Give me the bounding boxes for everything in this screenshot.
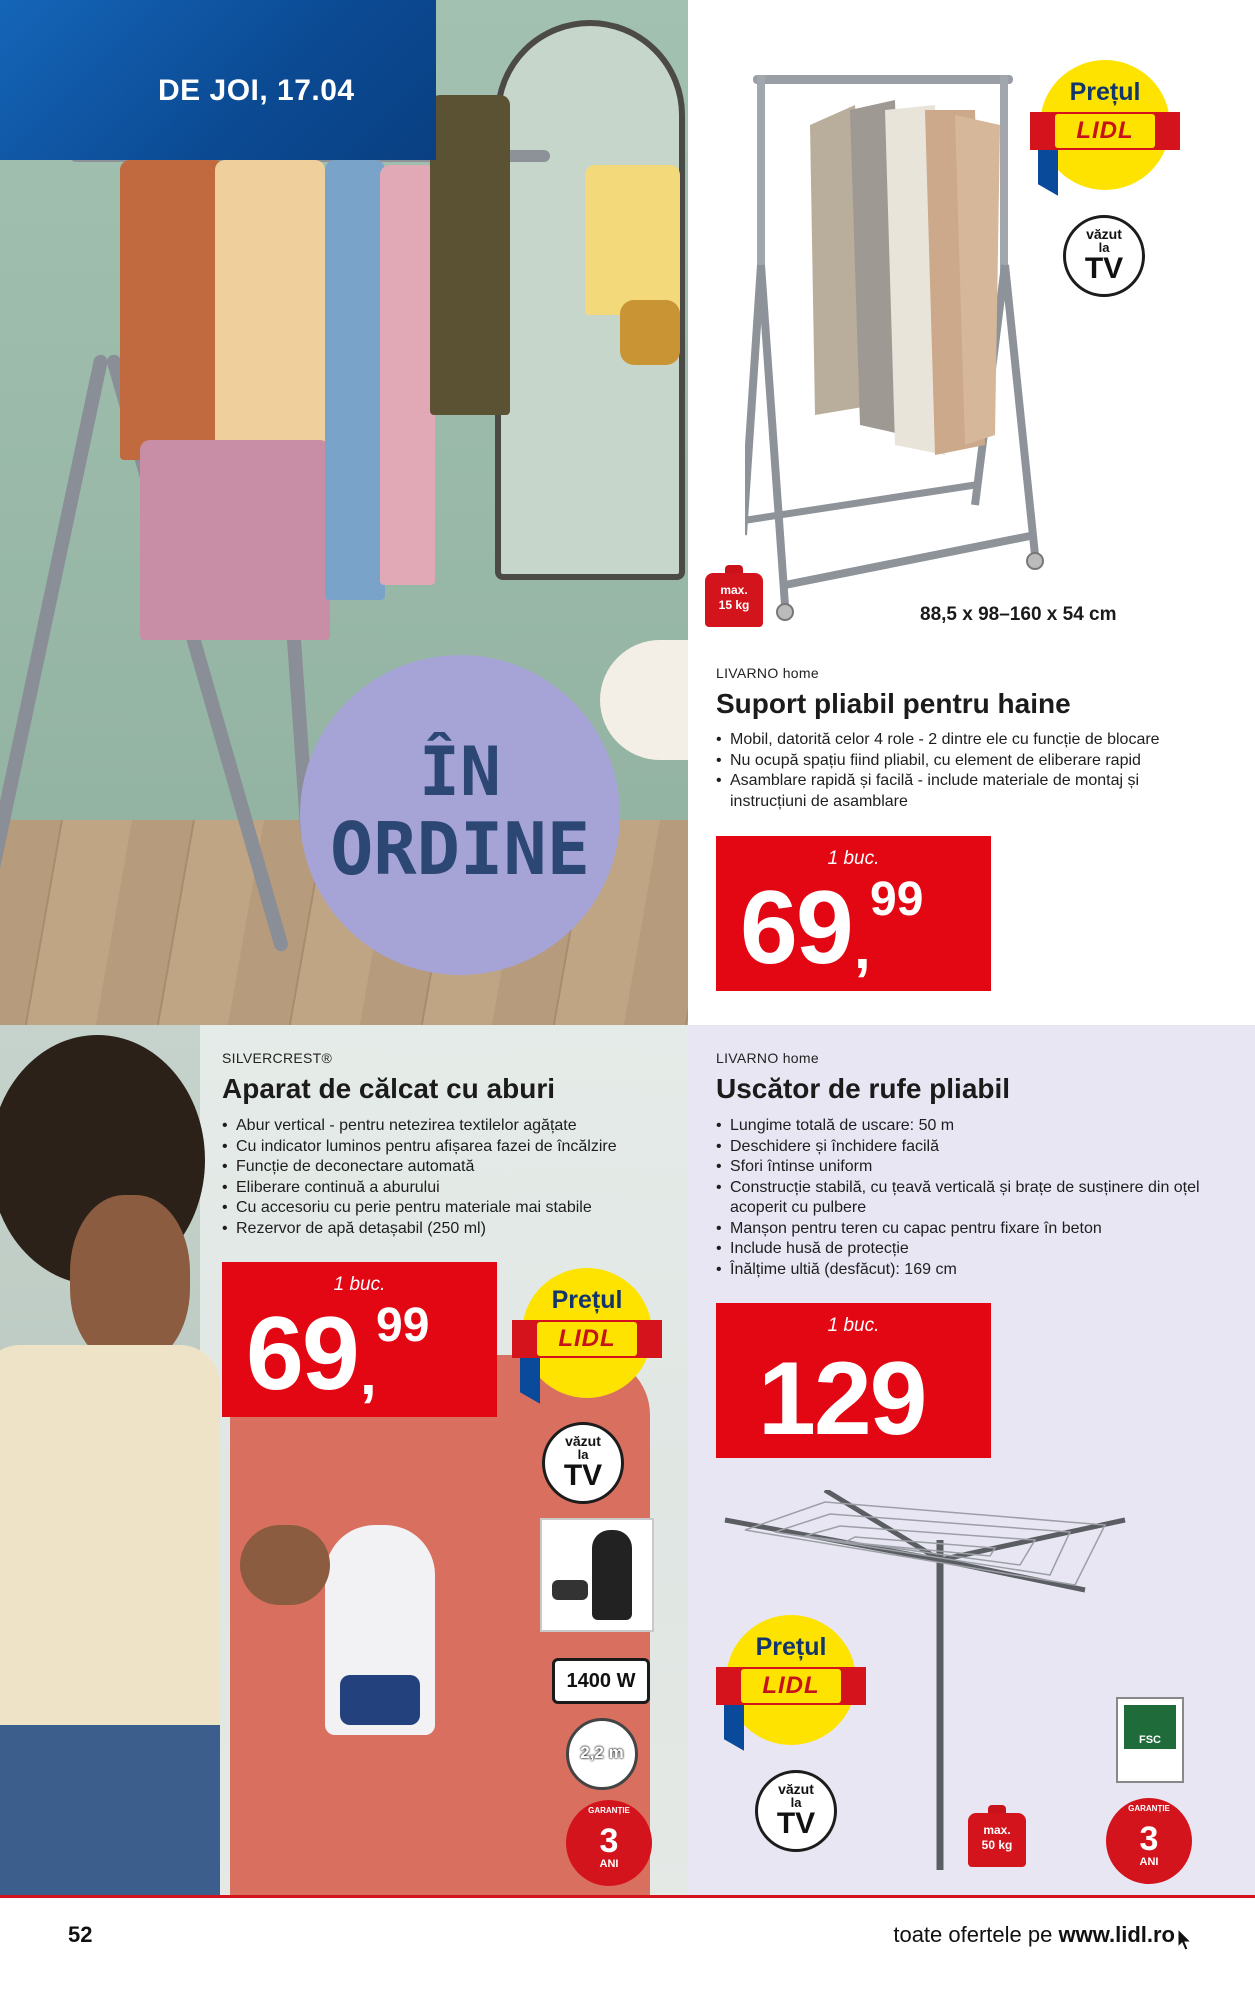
steamer-features	[222, 1116, 682, 1239]
theme-line-1: ÎN	[419, 733, 501, 812]
lidl-logo: LIDL	[537, 1322, 637, 1356]
price-unit: 1 buc.	[827, 848, 880, 869]
feature-item: • Rezervor de apă detașabil (250 ml)	[222, 1219, 682, 1240]
photo-person-jeans	[0, 1725, 220, 1895]
cable-length-value: 2,2 m	[580, 1743, 624, 1762]
tv-badge-line2: la	[577, 1447, 589, 1462]
thumbnail-steamer-icon	[592, 1530, 632, 1620]
feature-item: • Eliberare continuă a aburului	[222, 1178, 682, 1199]
badge-pretul-text: Prețul	[551, 1286, 623, 1314]
photo-person-shirt	[0, 1345, 220, 1775]
feature-item: • Abur vertical - pentru netezirea textilelor agățate	[222, 1116, 682, 1137]
photo-hand	[240, 1525, 330, 1605]
steamer-brand: SILVERCREST®	[222, 1050, 333, 1066]
tv-badge-line1: văzut	[778, 1781, 814, 1797]
price-comma: ,	[360, 1340, 377, 1407]
weight-line1: max.	[720, 583, 748, 597]
feature-item: • Cu accesoriu cu perie pentru materiale mai stabile	[222, 1198, 682, 1219]
fsc-tree-icon	[1124, 1705, 1176, 1749]
feature-item: • Sfori întinse uniform	[716, 1157, 1206, 1178]
tv-badge-line3: TV	[776, 1807, 816, 1840]
photo-garment	[585, 165, 680, 315]
photo-garment	[140, 440, 330, 640]
feature-item: • Lungime totală de uscare: 50 m	[716, 1116, 1206, 1137]
guarantee-unit: ANI	[1139, 1856, 1159, 1868]
photo-person-face	[70, 1195, 190, 1365]
theme-line-2: ORDINE	[329, 807, 591, 891]
lidl-logo: LIDL	[741, 1669, 841, 1703]
dryer-brand: LIVARNO home	[716, 1050, 819, 1066]
seen-on-tv-badge	[1063, 215, 1145, 297]
tv-badge-line2: la	[790, 1795, 802, 1810]
rack-price-box	[716, 836, 991, 991]
price-unit: 1 buc.	[827, 1315, 880, 1336]
tv-badge-line1: văzut	[1086, 226, 1122, 242]
feature-item: • Înălțime ultiă (desfăcut): 169 cm	[716, 1260, 1206, 1281]
guarantee-ring-text: GARANȚIE	[588, 1806, 630, 1815]
steamer-title: Aparat de călcat cu aburi	[222, 1073, 556, 1104]
dryer-price-box	[716, 1303, 991, 1458]
max-load-badge	[968, 1805, 1026, 1867]
pretul-lidl-badge	[716, 1615, 866, 1765]
rack-illustration	[745, 65, 1045, 635]
weight-line1: max.	[983, 1823, 1011, 1837]
thumbnail-brush-icon	[552, 1580, 588, 1600]
steamer-price-box	[222, 1262, 497, 1417]
guarantee-badge	[1106, 1798, 1192, 1884]
rack-title: Suport pliabil pentru haine	[716, 688, 1071, 719]
feature-item: • Asamblare rapidă și facilă - include materiale de montaj și instrucțiuni de asamblare	[716, 771, 1146, 812]
footer-offers-link[interactable]	[893, 1922, 1175, 1948]
weight-line2: 15 kg	[718, 598, 750, 612]
rack-dimensions: 88,5 x 98–160 x 54 cm	[920, 604, 1117, 625]
tv-badge-line1: văzut	[565, 1433, 601, 1449]
price-decimals: 99	[870, 873, 924, 926]
tv-badge-line3: TV	[563, 1459, 603, 1492]
footer-site-link[interactable]: www.lidl.ro	[1058, 1922, 1175, 1947]
pretul-lidl-badge	[1030, 60, 1180, 210]
footer-text-prefix: toate ofertele pe	[893, 1922, 1059, 1947]
guarantee-ring-text: GARANȚIE	[1128, 1804, 1170, 1813]
seen-on-tv-badge	[755, 1770, 837, 1852]
rack-brand: LIVARNO home	[716, 665, 819, 681]
date-label: DE JOI, 17.04	[158, 74, 355, 107]
photo-steamer-blue	[340, 1675, 420, 1725]
photo-garment	[325, 160, 385, 600]
fsc-label: FSC	[1139, 1734, 1161, 1746]
theme-circle	[300, 655, 620, 975]
pretul-lidl-badge	[512, 1268, 662, 1418]
price-decimals: 99	[376, 1299, 430, 1352]
dryer-features	[716, 1116, 1206, 1280]
guarantee-years: 3	[599, 1822, 619, 1860]
tv-badge-line2: la	[1098, 240, 1110, 255]
feature-item: • Construcție stabilă, cu țeavă verticală și brațe de susținere din oțel acoperit cu pulbere	[716, 1178, 1206, 1219]
photo-bag	[620, 300, 680, 365]
feature-item: • Include husă de protecție	[716, 1239, 1206, 1260]
feature-item: • Mobil, datorită celor 4 role - 2 dintre ele cu funcție de blocare	[716, 730, 1216, 751]
tv-badge-line3: TV	[1084, 252, 1124, 285]
price-comma: ,	[854, 914, 871, 981]
photo-garment	[430, 95, 510, 415]
power-rating: 1400 W	[552, 1658, 650, 1704]
footer-divider	[0, 1895, 1255, 1898]
fsc-certification-badge	[1116, 1697, 1184, 1783]
max-load-badge	[705, 565, 763, 627]
steamer-product-thumbnail	[540, 1518, 654, 1632]
guarantee-unit: ANI	[599, 1858, 619, 1870]
guarantee-years: 3	[1139, 1820, 1159, 1858]
date-banner	[0, 0, 436, 160]
badge-pretul-text: Prețul	[1069, 78, 1141, 106]
guarantee-badge	[566, 1800, 652, 1886]
page-number: 52	[68, 1922, 93, 1947]
photo-garment	[380, 165, 435, 585]
badge-pretul-text: Prețul	[755, 1633, 827, 1661]
dryer-title: Uscător de rufe pliabil	[716, 1073, 1011, 1104]
feature-item: • Nu ocupă spațiu fiind pliabil, cu element de eliberare rapid	[716, 751, 1216, 772]
feature-item: • Cu indicator luminos pentru afișarea fazei de încălzire	[222, 1137, 682, 1158]
price-integer: 69	[740, 870, 852, 986]
feature-item: • Deschidere și închidere facilă	[716, 1137, 1206, 1158]
cursor-icon	[1177, 1928, 1193, 1952]
feature-item: • Manșon pentru teren cu capac pentru fixare în beton	[716, 1219, 1206, 1240]
price-unit: 1 buc.	[333, 1274, 386, 1295]
photo-garment	[120, 160, 225, 460]
weight-body	[968, 1813, 1026, 1867]
weight-body	[705, 573, 763, 627]
price-integer: 129	[758, 1341, 926, 1457]
lidl-logo: LIDL	[1055, 114, 1155, 148]
weight-line2: 50 kg	[981, 1838, 1013, 1852]
feature-item: • Funcție de deconectare automată	[222, 1157, 682, 1178]
rack-features	[716, 730, 1216, 812]
cable-length-badge	[566, 1718, 638, 1790]
price-integer: 69	[246, 1296, 358, 1412]
seen-on-tv-badge	[542, 1422, 624, 1504]
